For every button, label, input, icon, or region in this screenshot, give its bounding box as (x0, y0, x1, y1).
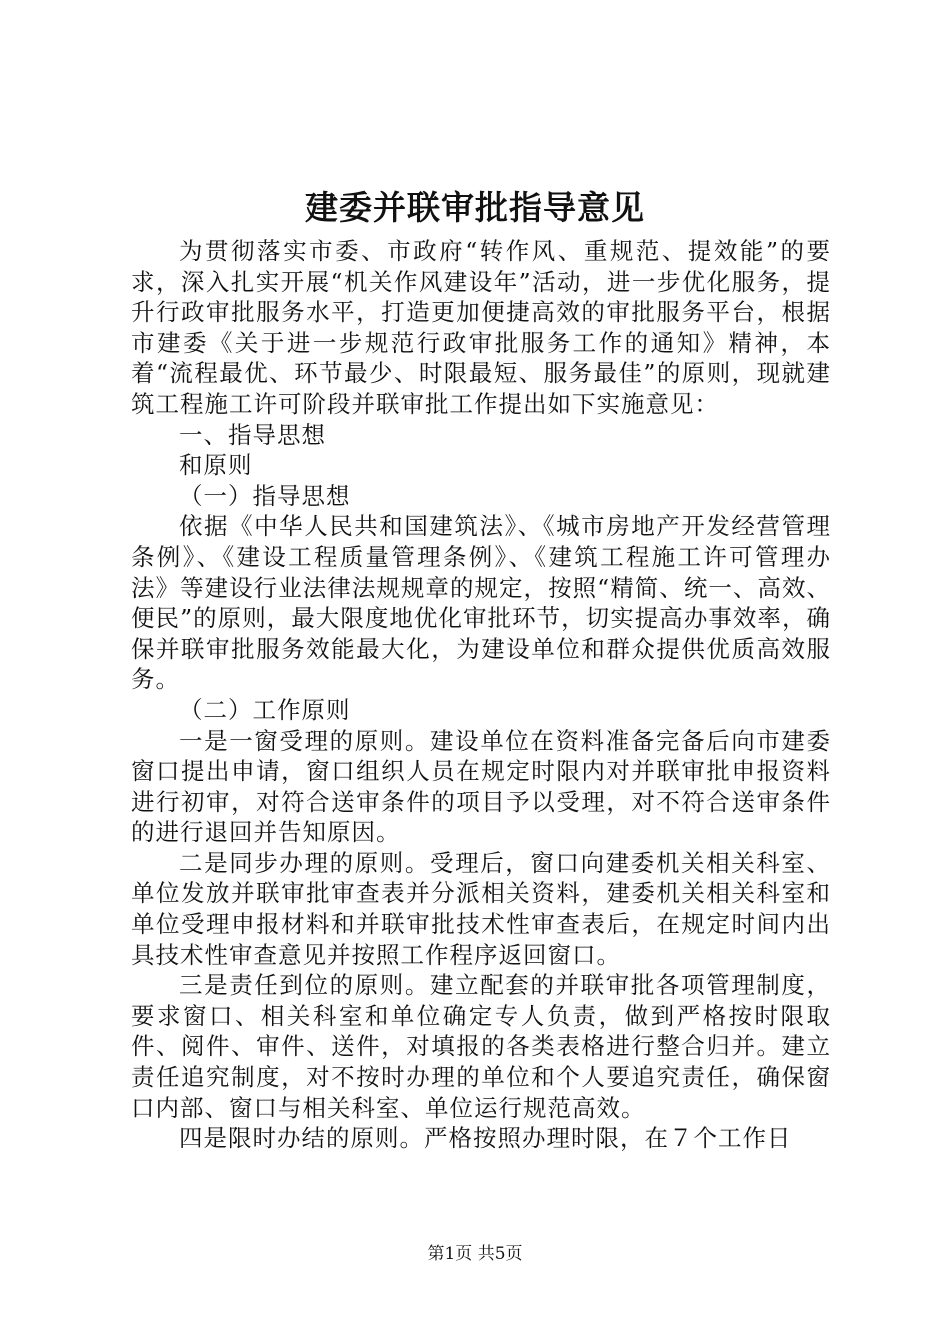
document-body (131, 236, 831, 1154)
paragraph: 四是限时办结的原则。严格按照办理时限，在７个工作日 (179, 1124, 792, 1153)
section-heading: 一、指导思想 (179, 420, 326, 449)
paragraph: 二是同步办理的原则。受理后，窗口向建委机关相关科室、单位发放并联审批审查表并分派相关资料，建委机关相关科室和单位受理申报材料和并联审批技术性审查表后，在规定时间内出具技术性审查意见并按照工作程序返回窗口。 (131, 848, 831, 969)
paragraph: 一是一窗受理的原则。建设单位在资料准备完备后向市建委窗口提出申请，窗口组织人员在规定时限内对并联审批申报资料进行初审，对符合送审条件的项目予以受理，对不符合送审条件的进行退回并告知原因。 (131, 726, 831, 847)
subsection-heading: （二）工作原则 (179, 695, 351, 724)
paragraph: 为贯彻落实市委、市政府“转作风、重规范、提效能”的要求，深入扎实开展“机关作风建设年”活动，进一步优化服务，提升行政审批服务水平，打造更加便捷高效的审批服务平台，根据市建委《关于进一步规范行政审批服务工作的通知》精神，本着“流程最优、环节最少、时限最短、服务最佳”的原则，现就建筑工程施工许可阶段并联审批工作提出如下实施意见： (131, 237, 831, 418)
page-footer: 第1页 共5页 (427, 1244, 523, 1264)
paragraph: 依据《中华人民共和国建筑法》、《城市房地产开发经营管理条例》、《建设工程质量管理条例》、《建筑工程施工许可管理办法》等建设行业法律法规规章的规定，按照“精简、统一、高效、便民”的原则，最大限度地优化审批环节，切实提高办事效率，确保并联审批服务效能最大化，为建设单位和群众提供优质高效服务。 (131, 512, 831, 694)
paragraph: 三是责任到位的原则。建立配套的并联审批各项管理制度，要求窗口、相关科室和单位确定专人负责，做到严格按时限取件、阅件、审件、送件，对填报的各类表格进行整合归并。建立责任追究制度，对不按时办理的单位和个人要追究责任，确保窗口内部、窗口与相关科室、单位运行规范高效。 (131, 971, 831, 1122)
subsection-heading: （一）指导思想 (179, 481, 351, 510)
document-title: 建委并联审批指导意见 (305, 188, 645, 227)
section-heading-continuation: 和原则 (179, 451, 253, 480)
